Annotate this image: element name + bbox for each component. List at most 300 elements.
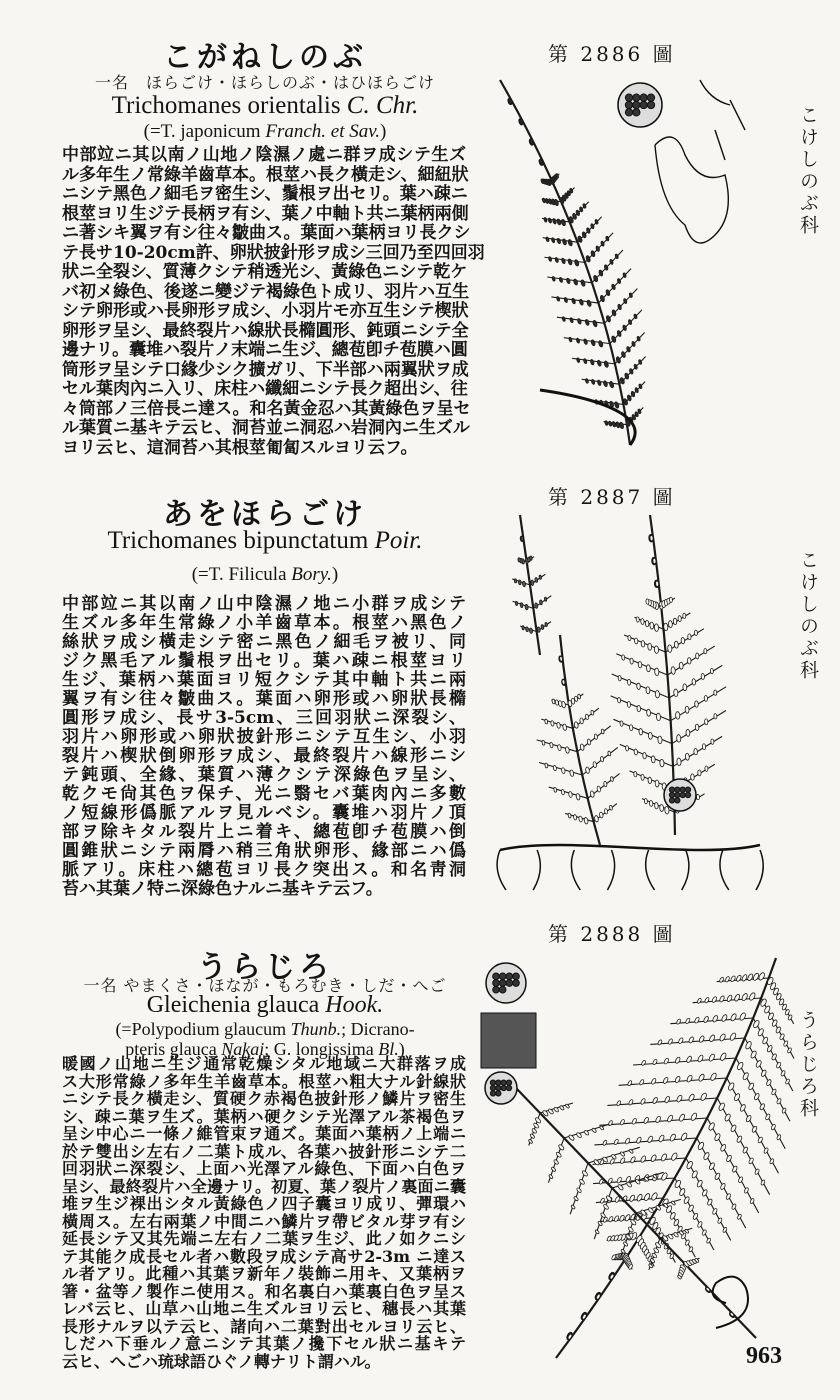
sporangium: [490, 1080, 495, 1085]
figure-label-2886: 第 2886 圖: [548, 42, 676, 66]
description-line: ス大形常綠ノ多年生羊齒草本。根莖ハ粗大ナル針線狀: [62, 1071, 466, 1091]
leaflet: [664, 1096, 671, 1104]
leaflet: [606, 1195, 613, 1202]
sporangium: [625, 109, 632, 116]
leaflet: [655, 1116, 662, 1124]
leaflet: [555, 700, 559, 706]
leaflet: [710, 1072, 718, 1081]
latin-species: Trichomanes orientalis: [111, 92, 341, 119]
entry-3-description: [62, 1055, 466, 1370]
figure-label-2888: 第 2888 圖: [548, 922, 676, 946]
leaflet: [656, 713, 661, 721]
leaflet: [695, 724, 699, 731]
leaflet: [688, 1204, 695, 1212]
leaflet: [709, 1034, 716, 1042]
leaflet: [727, 1082, 735, 1091]
leaflet: [663, 1077, 669, 1084]
leaflet: [567, 258, 572, 265]
leaflet: [603, 361, 609, 368]
leaflet: [721, 1014, 728, 1022]
description-line: ニ著シキ翼ヲ有シ往々皺曲ス。葉面ハ葉柄ヨリ長クシ: [62, 223, 471, 243]
leaflet: [648, 643, 652, 650]
leaflet: [625, 1138, 631, 1145]
leaflet: [641, 774, 645, 780]
leaflet: [775, 1026, 781, 1033]
sporangium: [625, 94, 632, 101]
root: [682, 850, 689, 890]
leaflet: [692, 1213, 698, 1220]
leaflet: [640, 1098, 646, 1105]
leaflet: [634, 771, 637, 777]
leaflet: [701, 673, 705, 679]
leaflet: [548, 256, 552, 261]
sporangium: [633, 94, 640, 101]
leaflet: [710, 668, 713, 674]
leaflet: [674, 1179, 682, 1188]
root: [607, 850, 614, 890]
leaflet: [520, 603, 523, 608]
leaflet: [686, 1074, 693, 1082]
rhizome: [500, 845, 760, 850]
leaflet: [694, 630, 697, 636]
sporangium: [669, 787, 674, 792]
leaflet: [623, 1241, 628, 1246]
synonym-author: Bl.: [378, 1039, 399, 1059]
leaflet: [591, 379, 595, 385]
leaflet: [553, 1159, 559, 1165]
leaflet: [636, 1136, 642, 1143]
description-line: ノ短線形僞脈アルヲ見ルベシ。囊堆ハ羽片ノ頂: [62, 803, 466, 823]
leaflet: [714, 1133, 721, 1142]
leaflet: [725, 976, 731, 983]
entry-3-alias: 一名 やまくさ・ほなが・もろむき・しだ・へご: [83, 976, 447, 995]
figure-label-2887: 第 2887 圖: [548, 485, 676, 509]
leaflet: [636, 1194, 643, 1202]
leaflet: [678, 1113, 685, 1122]
leaflet: [579, 1179, 585, 1185]
leaflet: [736, 1061, 744, 1070]
description-line: 延長シテ又其先端ニ左右ノ二葉ヲ生ジ、此ノ如クニシ: [62, 1229, 466, 1248]
leaflet: [518, 558, 521, 562]
leaflet: [658, 1134, 665, 1142]
description-line: ニシテ黑色ノ細毛ヲ密生シ、鬚根ヲ出セリ。葉ハ疎ニ: [62, 184, 468, 204]
leaflet: [654, 624, 659, 632]
leaflet: [695, 653, 699, 659]
leaflet: [719, 1033, 726, 1042]
leaflet: [676, 1094, 683, 1102]
leaflet: [608, 421, 612, 427]
entry-3-latin-name: [45, 992, 485, 1019]
description-line: ル葉質ニ基キテ云ヒ、洞苔並ニ洞忍ハ岩洞內ニ生ズル: [62, 418, 470, 438]
leaflet: [748, 992, 756, 1001]
leaflet: [585, 319, 590, 326]
leaflet: [583, 339, 588, 345]
leaflet: [551, 237, 555, 243]
description-line: 橫周ス。左右兩葉ノ中間ニハ鱗片ヲ帶ビタル芽ヲ有シ: [62, 1211, 466, 1231]
leaflet: [557, 744, 561, 750]
synonym-text: (=T. Filicula: [191, 564, 292, 585]
latin-species: Gleichenia glauca: [146, 992, 320, 1018]
leaflet: [614, 1215, 620, 1222]
leaflet: [631, 1118, 637, 1125]
entry-2-description: [62, 595, 466, 899]
sporangium: [493, 980, 500, 987]
leaflet: [686, 1055, 693, 1063]
leaflet: [533, 1122, 539, 1128]
leaflet: [535, 577, 538, 582]
leaflet: [576, 338, 580, 344]
leaflet: [676, 735, 681, 743]
leaflet-detail: [655, 137, 728, 243]
sporangium: [640, 101, 647, 108]
leaflet: [705, 766, 708, 772]
leaflet: [646, 599, 649, 605]
leaflet: [628, 635, 631, 641]
leaflet: [542, 198, 546, 203]
leaflet: [685, 753, 689, 760]
leaflet: [616, 1177, 622, 1184]
leaflet: [703, 1152, 710, 1161]
description-line: しだハ下垂ルノ意ニシテ其葉ノ攙下セル狀ニ基キテ: [62, 1334, 466, 1353]
leaflet: [747, 973, 754, 981]
fiddlehead: [713, 1277, 748, 1328]
leaflet: [703, 1016, 709, 1023]
leaflet: [736, 975, 742, 982]
leaflet: [652, 1059, 658, 1066]
root: [571, 850, 580, 890]
sorus-detail: [618, 83, 662, 127]
sorus-stalk-detail: [700, 80, 745, 160]
leaflet: [630, 1219, 637, 1226]
leaflet: [562, 316, 566, 321]
description-line: 卵形ヲ呈シ、最終裂片ハ線狀長橢圓形、鈍頭ニシテ全: [62, 320, 469, 341]
leaflet: [650, 535, 653, 541]
entry-1-latin-name: [45, 92, 485, 120]
leaflet: [655, 581, 658, 587]
leaflet: [541, 624, 544, 629]
description-line: セル葉肉內ニ入リ、床柱ハ纖細ニシテ長ク超出シ、往: [62, 379, 468, 399]
leaflet: [545, 622, 548, 626]
leaflet: [745, 1041, 753, 1050]
leaflet: [556, 296, 560, 301]
fern-frond: [512, 515, 551, 655]
leaflet: [544, 719, 547, 724]
leaflet: [637, 683, 641, 690]
leaflet: [636, 617, 639, 623]
leaflet: [739, 1012, 747, 1021]
leaflet: [711, 739, 714, 745]
leaflet: [724, 1113, 731, 1122]
description-line: シテ卵形或ハ長卵形ヲ成シ、小羽片モ亦互生シテ楔狀: [62, 301, 469, 321]
leaflet: [698, 1035, 705, 1043]
description-line: 長形ナルヲ以テ云ヒ、諸向ハ二葉對出セルヨリ云ヒ、: [62, 1316, 466, 1336]
sporangium: [625, 101, 632, 108]
entry-1-synonym: [45, 121, 485, 143]
leaflet: [639, 728, 643, 735]
leaflet: [600, 1198, 605, 1204]
sporangium: [675, 798, 680, 803]
leaflet: [578, 816, 582, 822]
description-line: 云ヒ、へごハ琉球語ひぐノ轉ナリト謂ハル。: [62, 1351, 381, 1371]
leaflet: [609, 381, 615, 388]
latin-author: Hook.: [325, 992, 384, 1018]
leaflet: [719, 1052, 727, 1061]
description-line: 狀ニ全裂シ、質薄クシテ稍透光シ、黃綠色ニシテ乾ケ: [62, 262, 468, 282]
leaflet: [561, 219, 567, 226]
rhizome-roots: [497, 845, 763, 890]
leaflet: [598, 340, 604, 347]
leaflet: [690, 1112, 698, 1121]
rhizome: [540, 390, 635, 445]
leaflet: [686, 729, 690, 736]
family-label-1: こけしのぶ科: [797, 105, 819, 237]
leaflet: [757, 1028, 764, 1037]
pinna-vein: [697, 1138, 746, 1228]
leaflet: [726, 1155, 733, 1163]
leaflet: [650, 1154, 657, 1162]
leaflet: [548, 218, 552, 224]
synonym-author: Nakai: [221, 1039, 265, 1059]
leaflet: [643, 752, 647, 759]
leaflet: [559, 277, 563, 283]
description-line: 箸・盆等ノ製作ニ使用ス。和名裏白ハ葉裏白色ヲ呈ス: [62, 1281, 466, 1301]
leaflet: [584, 817, 589, 824]
leaflet: [590, 359, 595, 365]
leaflet: [552, 276, 556, 281]
leaflet: [730, 1124, 737, 1132]
sporangium: [685, 792, 690, 797]
leaflet: [658, 736, 663, 744]
leaflet: [688, 634, 692, 640]
leaflet: [745, 1115, 752, 1123]
synonym-text: ; G. longissima: [264, 1039, 379, 1059]
description-line: ル者アリ。此種ハ其葉ヲ新年ノ裝飾ニ用キ、又葉柄ヲ: [62, 1264, 466, 1283]
description-line: 呈シ中心ニ一條ノ維管束ヲ通ズ。葉面ハ葉柄ノ上端ニ: [62, 1124, 466, 1143]
description-line: 呈シ、最終裂片ハ全邊ナリ。初夏、葉ノ裂片ノ裏面ニ囊: [62, 1176, 466, 1196]
leaflet: [616, 1100, 621, 1106]
family-label-3: うらじろ科: [797, 1010, 819, 1120]
entry-1-japanese-name: こがねしのぶ: [163, 40, 367, 75]
leaflet: [690, 774, 694, 781]
leaflet: [641, 1060, 646, 1066]
leaflet: [696, 794, 699, 800]
entry-2-japanese-name: あをほらごけ: [163, 497, 367, 532]
leaflet: [620, 721, 623, 727]
description-line: ル多年生ノ常綠羊齒草本。根莖ハ長ク橫走シ、細紐狀: [62, 164, 469, 185]
leaflet: [634, 749, 638, 755]
leaflet: [730, 1013, 737, 1022]
latin-author: C. Chr.: [346, 92, 419, 119]
sporangium: [640, 94, 647, 101]
leaflet: [573, 814, 577, 820]
sporangium: [513, 980, 520, 987]
leaflet: [531, 1128, 537, 1134]
description-line: 苔ハ其葉ノ特ニ深綠色ナルニ基キテ云フ。: [62, 879, 383, 899]
leaflet: [734, 994, 741, 1002]
leaflet: [566, 278, 571, 284]
family-label-2: こけしのぶ科: [797, 550, 819, 682]
description-line: 圓形ヲ成シ、長サ3-5cm、三回羽狀ニ深裂シ、: [62, 708, 466, 728]
leaflet: [586, 300, 592, 307]
leaflet: [543, 217, 547, 222]
leaflet: [556, 238, 561, 244]
leaflet: [648, 777, 652, 784]
leaflet: [530, 580, 534, 586]
leaflet: [583, 358, 587, 364]
leaflet: [683, 613, 686, 619]
leaflet: [630, 658, 634, 664]
sporangium: [669, 792, 674, 797]
leaflet: [663, 623, 668, 631]
leaflet: [555, 257, 559, 263]
leaflet: [764, 1005, 771, 1014]
description-line: バ初メ綠色、後遂ニ變ジテ褐綠色ト成リ、羽片ハ互生: [62, 281, 470, 302]
leaflet: [620, 1157, 626, 1164]
illustration-trichomanes-orientalis: [480, 60, 780, 470]
leaflet: [692, 679, 696, 686]
leaflet: [646, 665, 650, 672]
leaflet: [714, 1172, 721, 1180]
leaflet: [561, 789, 565, 795]
leaflet: [622, 655, 625, 661]
leaflet: [748, 1082, 755, 1090]
sporangium: [669, 798, 674, 803]
leaflet: [597, 360, 602, 367]
leaflet: [518, 580, 521, 585]
synonym-text: pteris glauca: [125, 1039, 222, 1059]
description-line: 堆ヲ生ジ裸出シタル黃綠色ノ四子囊ヨリ成リ、彈環ハ: [62, 1194, 466, 1213]
leaflet: [580, 279, 586, 286]
leaflet: [608, 1120, 613, 1126]
leaflet: [528, 1139, 533, 1144]
leaflet: [650, 622, 654, 629]
leaflet: [752, 972, 759, 981]
sporangium: [506, 1080, 511, 1085]
sporangium: [493, 986, 500, 993]
description-line: 生ズル多年生常綠ノ小羊齒草本。根莖ハ黑色ノ: [62, 613, 466, 633]
sporangium: [506, 973, 513, 980]
leaflet: [755, 1060, 762, 1068]
root: [720, 850, 729, 890]
leaflet: [714, 714, 717, 720]
leaflet: [697, 1054, 704, 1062]
leaflet: [637, 705, 641, 712]
leaflet: [552, 699, 555, 704]
leaflet: [752, 1019, 760, 1028]
leaflet: [732, 1165, 738, 1172]
leaflet: [714, 690, 717, 696]
leaflet: [651, 1192, 659, 1201]
leaflet: [741, 993, 748, 1002]
sporangium: [513, 973, 520, 980]
description-line: 部ヲ除キタル裂片上ニ着キ、總苞卽チ苞膜ハ倒: [62, 822, 466, 842]
sorus-detail: [486, 963, 526, 1003]
leaflet: [675, 1057, 681, 1064]
description-line: 翼ヲ有シ往々皺曲ス。葉面ハ卵形或ハ卵狀長橢: [62, 689, 466, 709]
leaflet: [576, 1187, 582, 1193]
synonym-author: Bory.: [291, 564, 332, 585]
leaflet: [564, 297, 568, 303]
leaflet: [669, 597, 672, 603]
leaflet: [677, 758, 682, 766]
leaflet: [688, 1036, 694, 1043]
leaflet: [551, 1167, 556, 1172]
leaflet: [579, 299, 584, 306]
leaflet: [660, 1153, 667, 1162]
leaflet: [733, 1093, 740, 1102]
synonym-close: ): [331, 564, 339, 585]
leaflet: [691, 1170, 698, 1179]
leaflet: [649, 800, 653, 806]
leaflet: [726, 994, 733, 1002]
leaflet: [694, 748, 698, 755]
leaflet: [674, 1076, 681, 1084]
description-line: 中部竝ニ其以南ノ山中陰濕ノ地ニ小群ヲ成シテ: [62, 594, 466, 614]
leaflet: [707, 1198, 713, 1205]
leaflet: [608, 1216, 614, 1223]
leaflet: [687, 658, 691, 665]
leaflet: [762, 1036, 769, 1044]
sorus-detail: [664, 779, 696, 811]
description-line: レバ云ヒ、山草ハ山地ニ生ズルヨリ云ヒ、穗長ハ其葉: [62, 1299, 466, 1318]
leaflet: [629, 1194, 636, 1202]
sorus-detail: [485, 1072, 517, 1104]
leaflet: [702, 744, 706, 750]
leaflet: [651, 1078, 657, 1085]
leaflet: [673, 689, 678, 697]
leaflet: [704, 719, 708, 725]
leaflet: [669, 1133, 676, 1142]
leaflet: [576, 358, 580, 363]
leaflet: [571, 1205, 576, 1210]
description-line: 脈アリ。床柱ハ總苞ヨリ長ク突出ス。和名靑洞: [62, 860, 466, 880]
sporangium: [499, 973, 506, 980]
leaflet: [669, 1212, 676, 1220]
leaflet: [698, 770, 702, 776]
leaflet: [655, 690, 660, 698]
leaflet: [562, 724, 567, 731]
sporangium: [675, 792, 680, 797]
leaflet: [719, 995, 725, 1002]
leaflet: [654, 668, 659, 676]
description-line: 羽片ハ卵形或ハ卵狀披針形ニシテ互生シ、小羽: [62, 727, 466, 747]
leaflet: [683, 1196, 690, 1204]
leaflet: [704, 648, 707, 654]
leaflet: [539, 575, 542, 579]
sporangium: [496, 1091, 501, 1096]
leaflet: [600, 1212, 606, 1218]
leaflet: [521, 536, 524, 540]
entry-3-synonym-line-1: [45, 1019, 485, 1040]
leaflet: [603, 1204, 609, 1210]
leaflet: [742, 1072, 749, 1081]
leaflet: [602, 1140, 607, 1146]
leaflet: [627, 679, 631, 685]
leaflet: [654, 646, 659, 654]
leaflet: [539, 600, 542, 605]
sporangium: [647, 101, 654, 108]
leaflet: [525, 604, 529, 610]
leaflet: [638, 661, 642, 668]
sporangium: [506, 1085, 511, 1090]
synonym-close: ): [398, 1039, 405, 1059]
sporangium: [501, 1080, 506, 1085]
leaflet: [659, 804, 663, 811]
page-number: 963: [746, 1343, 782, 1369]
leaflet: [568, 791, 572, 797]
root: [533, 850, 540, 890]
leaflet: [620, 1119, 626, 1126]
